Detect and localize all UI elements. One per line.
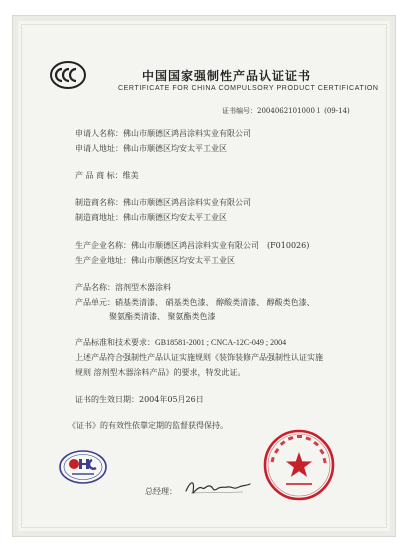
applicant-name-label: 申请人名称： (75, 129, 123, 138)
applicant-name (75, 128, 251, 139)
manufacturer-name-label: 制造商名称： (75, 198, 123, 207)
certificate-number (222, 106, 350, 116)
factory-address-value: 佛山市顺德区均安太平工业区 (131, 256, 235, 265)
certificate-title-cn: 中国国家强制性产品认证证书 (142, 69, 312, 83)
product-unit-line2: 聚氨酯类清漆、 聚氨酯类色漆 (109, 312, 216, 321)
applicant-name-value: 佛山市顺德区鸿昌涂料实业有限公司 (123, 129, 251, 138)
product-unit (75, 297, 315, 308)
factory-name-value: 佛山市顺德区鸿昌涂料实业有限公司 (F010026) (131, 241, 310, 250)
product-name-label: 产品名称： (75, 283, 115, 292)
issue-date (75, 394, 204, 405)
product-name (75, 282, 171, 293)
manufacturer-address-label: 制造商地址： (75, 213, 123, 222)
applicant-address-value: 佛山市顺德区均安太平工业区 (123, 144, 227, 153)
product-trademark (75, 170, 139, 181)
compliance-line1: 上述产品符合强制性产品认证实施规则《装饰装修产品强制性认证实施 (75, 353, 323, 362)
issue-date-value: 2004年05月26日 (139, 395, 204, 404)
standard-label: 产品标准和技术要求： (75, 338, 155, 347)
manufacturer-name-value: 佛山市顺德区鸿昌涂料实业有限公司 (123, 198, 251, 207)
handwritten-signature-icon (183, 476, 253, 498)
general-manager-label: 总经理： (145, 487, 177, 496)
validity-note: 《证书》的有效性依靠定期的监督获得保持。 (68, 421, 228, 430)
trademark-label: 产 品 商 标： (75, 171, 123, 180)
ccc-logo-icon (50, 61, 86, 89)
factory-address-label: 生产企业地址： (75, 256, 131, 265)
product-standard (75, 337, 286, 348)
factory-name (75, 240, 309, 251)
issue-date-label: 证书的生效日期： (75, 395, 139, 404)
factory-address (75, 255, 235, 266)
compliance-line2: 规则 溶剂型木器涂料产品》的要求，特发此证。 (75, 368, 246, 377)
certificate-title-en: CERTIFICATE FOR CHINA COMPULSORY PRODUCT CERTIFICATION (118, 85, 379, 92)
factory-name-label: 生产企业名称： (75, 241, 131, 250)
official-red-seal-icon (262, 428, 336, 502)
trademark-value: 维美 (122, 171, 139, 180)
manufacturer-address-value: 佛山市顺德区均安太平工业区 (123, 213, 227, 222)
product-unit-label: 产品单元： (75, 298, 115, 307)
certificate-number-label: 证书编号： (222, 107, 257, 115)
manufacturer-address (75, 212, 227, 223)
product-name-value: 溶剂型木器涂料 (115, 283, 171, 292)
manufacturer-name (75, 197, 251, 208)
hqc-certification-seal-icon (58, 449, 108, 485)
applicant-address-label: 申请人地址： (75, 144, 123, 153)
product-unit-line1: 硝基类清漆、 硝基类色漆、 醇酸类清漆、 醇酸类色漆、 (115, 298, 315, 307)
certificate-number-value: 2004062101000１ (09-14) (257, 107, 350, 115)
standard-value: GB18581-2001 ; CNCA-12C-049 ; 2004 (155, 338, 287, 347)
applicant-address (75, 143, 227, 154)
